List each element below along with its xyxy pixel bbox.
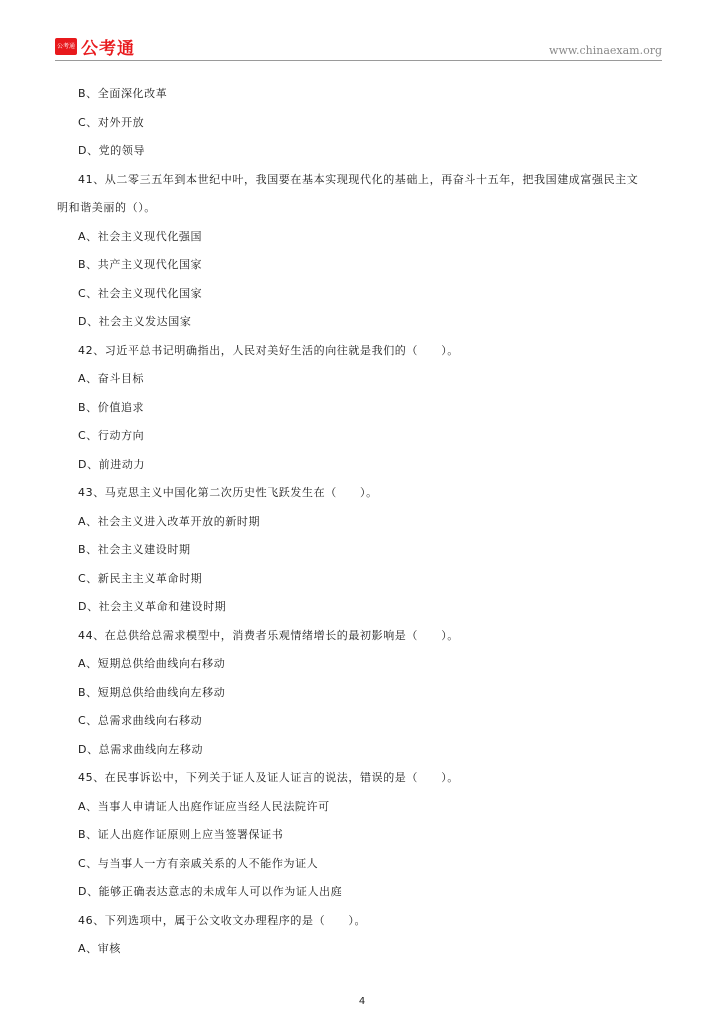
- option-line: A、社会主义现代化强国: [78, 229, 203, 243]
- option-line: A、当事人申请证人出庭作证应当经人民法院许可: [78, 799, 330, 813]
- option-line: C、与当事人一方有亲戚关系的人不能作为证人: [78, 856, 319, 870]
- option-line: C、行动方向: [78, 429, 145, 442]
- logo-text: 公考通: [81, 39, 135, 59]
- option-line: A、社会主义进入改革开放的新时期: [78, 514, 261, 528]
- option-line: B、共产主义现代化国家: [78, 258, 203, 271]
- page-number: 4: [358, 996, 366, 1007]
- question-line: 42、习近平总书记明确指出，人民对美好生活的向往就是我们的（ ）。: [78, 343, 459, 357]
- option-line: A、审核: [78, 942, 121, 955]
- question-line: 45、在民事诉讼中，下列关于证人及证人证言的说法，错误的是（ ）。: [78, 771, 459, 784]
- option-line: A、短期总供给曲线向右移动: [78, 657, 226, 670]
- option-line: C、总需求曲线向右移动: [78, 714, 203, 727]
- header-divider: [55, 60, 662, 61]
- question-line: 44、在总供给总需求模型中，消费者乐观情绪增长的最初影响是（ ）。: [78, 628, 459, 642]
- question-line: 41、从二零三五年到本世纪中叶，我国要在基本实现现代化的基础上，再奋斗十五年，把我国建成富强民主文: [78, 172, 639, 186]
- question-line: 46、下列选项中，属于公文收文办理程序的是（ ）。: [78, 913, 367, 927]
- document-body: [57, 80, 668, 964]
- question-line-continued: 明和谐美丽的（）。: [57, 201, 156, 214]
- option-line: B、证人出庭作证原则上应当签署保证书: [78, 828, 284, 841]
- option-line: B、社会主义建设时期: [78, 543, 191, 556]
- option-line: D、能够正确表达意志的未成年人可以作为证人出庭: [78, 885, 343, 898]
- page-header: [0, 0, 724, 64]
- option-line: C、新民主主义革命时期: [78, 571, 203, 585]
- logo-badge-icon: 公考通: [55, 38, 77, 55]
- logo: [55, 34, 135, 59]
- option-line: D、社会主义发达国家: [78, 315, 192, 328]
- option-line: D、总需求曲线向左移动: [78, 742, 204, 756]
- option-line: B、全面深化改革: [78, 87, 168, 100]
- option-line: C、对外开放: [78, 115, 145, 129]
- option-line: A、奋斗目标: [78, 372, 145, 385]
- option-line: D、党的领导: [78, 144, 146, 157]
- question-line: 43、马克思主义中国化第二次历史性飞跃发生在（ ）。: [78, 486, 378, 499]
- option-line: D、社会主义革命和建设时期: [78, 600, 227, 613]
- option-line: D、前进动力: [78, 457, 146, 471]
- option-line: B、价值追求: [78, 400, 145, 414]
- option-line: B、短期总供给曲线向左移动: [78, 685, 226, 699]
- site-url: www.chinaexam.org: [549, 44, 662, 57]
- option-line: C、社会主义现代化国家: [78, 286, 203, 300]
